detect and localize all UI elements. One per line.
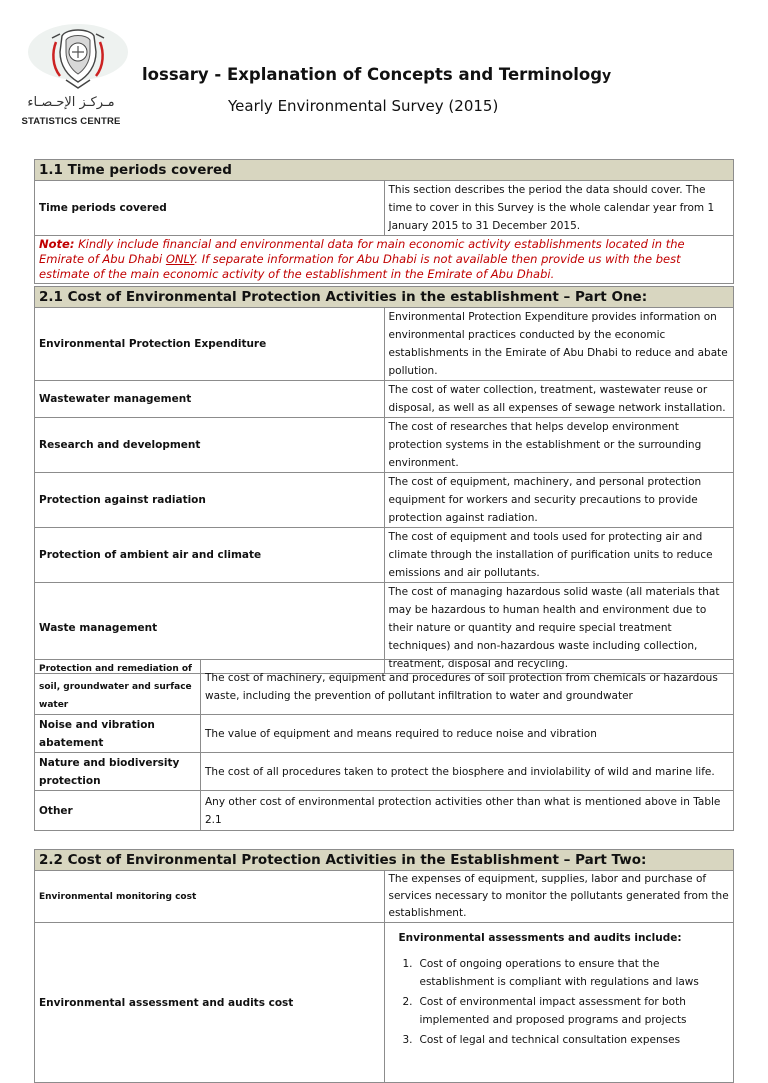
section-heading: 1.1 Time periods covered: [35, 160, 734, 181]
note-text: [35, 236, 734, 284]
part-one-table: [34, 286, 734, 674]
section-heading: 2.2 Cost of Environmental Protection Activities in the Establishment – Part Two:: [35, 850, 734, 871]
list-item-text: Cost of ongoing operations to ensure that the establishment is compliant with regulations and laws: [419, 958, 699, 988]
row-description: The expenses of equipment, supplies, labor and purchase of services necessary to monitor the pollutants generated from the establishment.: [384, 871, 734, 923]
row-label: Research and development: [35, 418, 385, 473]
note-only: ONLY: [165, 252, 195, 266]
row-label: Time periods covered: [35, 181, 385, 236]
row-label: Nature and biodiversity protection: [35, 753, 201, 791]
logo-arabic-text: مـركـز الإحـصـاء: [27, 95, 115, 110]
row-label: Protection of ambient air and climate: [35, 528, 385, 583]
row-description: The cost of researches that helps develop environment protection systems in the establishment or the surrounding environment.: [384, 418, 734, 473]
note-part-2: . If separate information for Abu Dhabi is not available then provide us with the best estimate of the main economic activity of the establishment in the Emirate of Abu Dhabi.: [39, 252, 681, 281]
section-heading: 2.1 Cost of Environmental Protection Activities in the establishment – Part One:: [35, 287, 734, 308]
row-description: The cost of water collection, treatment, wastewater reuse or disposal, as well as all expenses of sewage network installation.: [384, 381, 734, 418]
row-description: Environmental Protection Expenditure provides information on environmental practices conducted by the economic establishments in the Emirate of Abu Dhabi to reduce and abate pollution.: [384, 308, 734, 381]
abu-dhabi-emblem-logo: [22, 22, 132, 130]
row-description: Any other cost of environmental protection activities other than what is mentioned above in Table 2.1: [201, 791, 734, 831]
row-label: Noise and vibration abatement: [35, 715, 201, 753]
document-title: [142, 65, 611, 84]
list-item: [399, 955, 726, 991]
time-periods-table: [34, 159, 734, 284]
note-part-1: Kindly include financial and environmental data for main economic activity establishments located in the Emirate of Abu Dhabi: [39, 237, 685, 266]
list-item-text: Cost of legal and technical consultation expenses: [419, 1034, 681, 1046]
part-one-continued-table: [34, 659, 734, 831]
row-description: This section describes the period the data should cover. The time to cover in this Survey is the whole calendar year from 1 January 2015 to 31 December 2015.: [384, 181, 734, 236]
list-item-text: Cost of environmental impact assessment for both implemented and proposed programs and projects: [419, 996, 687, 1026]
list-item-number: 2.: [402, 996, 413, 1008]
row-description: The cost of equipment, machinery, and personal protection equipment for workers and security precautions to provide protection against radiation.: [384, 473, 734, 528]
row-label: Protection against radiation: [35, 473, 385, 528]
row-label: Environmental assessment and audits cost: [35, 923, 385, 1083]
document-subtitle: Yearly Environmental Survey (2015): [228, 97, 499, 115]
row-description: The cost of equipment and tools used for protecting air and climate through the installation of purification units to reduce emissions and air pollutants.: [384, 528, 734, 583]
document-title-main: lossary - Explanation of Concepts and Terminolog: [142, 65, 603, 84]
row-label: Environmental Protection Expenditure: [35, 308, 385, 381]
row-description: [384, 923, 734, 1083]
row-description: The cost of machinery, equipment and procedures of soil protection from chemicals or hazardous waste, including the prevention of pollutant infiltration to water and groundwater: [201, 660, 734, 715]
list-item: [399, 993, 726, 1029]
assessment-list: [399, 955, 726, 1049]
row-description: The cost of all procedures taken to protect the biosphere and inviolability of wild and marine life.: [201, 753, 734, 791]
logo-english-text: STATISTICS CENTRE: [21, 116, 121, 127]
note-label: Note:: [39, 237, 75, 251]
row-label: Other: [35, 791, 201, 831]
list-item: [399, 1031, 726, 1049]
document-title-tail: y: [602, 68, 612, 84]
row-label: Waste management: [35, 583, 385, 674]
row-description: The value of equipment and means required to reduce noise and vibration: [201, 715, 734, 753]
list-item-number: 3.: [402, 1034, 413, 1046]
row-label: Environmental monitoring cost: [35, 871, 385, 923]
part-two-table: [34, 849, 734, 1083]
list-item-number: 1.: [402, 958, 413, 970]
row-label: Protection and remediation of soil, groundwater and surface water: [35, 660, 201, 715]
row-description: The cost of managing hazardous solid waste (all materials that may be hazardous to human health and environment due to their nature or quantity and require special treatment techniques) and non-hazardous waste including collection, treatment, disposal and recycling.: [384, 583, 734, 674]
assessment-title: Environmental assessments and audits include:: [398, 932, 682, 944]
row-label: Wastewater management: [35, 381, 385, 418]
